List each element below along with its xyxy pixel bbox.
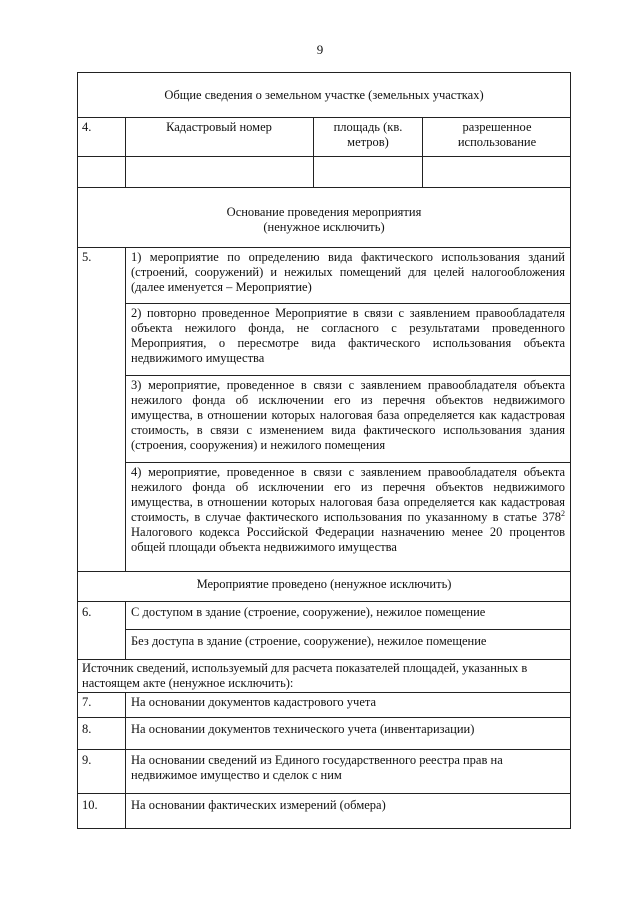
row-divider [77, 117, 571, 118]
without-access-option: Без доступа в здание (строение, сооружение), нежилое помещение [131, 634, 487, 648]
row-divider [77, 692, 571, 693]
column-divider [125, 247, 126, 571]
with-access-option: С доступом в здание (строение, сооружение), нежилое помещение [131, 605, 486, 619]
row-number-4: 4. [82, 120, 92, 134]
basis-section-title: Основание проведения мероприятия (ненужное исключить) [226, 205, 422, 234]
area-header: площадь (кв. метров) [333, 120, 403, 149]
conducted-section-title: Мероприятие проведено (ненужное исключить) [196, 577, 452, 591]
source-registry: На основании сведений из Единого государственного реестра прав на недвижимое имущество и сделок с ним [131, 753, 503, 782]
row-divider [125, 375, 571, 376]
row-divider [77, 156, 571, 157]
row-number-6: 6. [82, 605, 92, 619]
row-divider [77, 601, 571, 602]
row-divider [125, 629, 571, 630]
column-divider [125, 601, 126, 659]
source-measurements: На основании фактических измерений (обмера) [131, 798, 386, 812]
basis-option-1: 1) мероприятие по определению вида фактического использования зданий (строений, сооружений) и нежилых помещений для целей налогообложения (далее именуется – Мероприятие) [131, 250, 565, 294]
row-number-10: 10. [82, 798, 98, 812]
row-divider [125, 303, 571, 304]
row-divider [77, 659, 571, 660]
article-superscript: 2 [561, 508, 565, 518]
row-divider [77, 247, 571, 248]
row-divider [77, 571, 571, 572]
page-number: 9 [316, 42, 324, 57]
cadastral-number-header: Кадастровый номер [166, 120, 272, 134]
permitted-use-header: разрешенное использование [457, 120, 537, 149]
column-divider [422, 117, 423, 187]
basis-option-2: 2) повторно проведенное Мероприятие в связи с заявлением правообладателя объекта нежилого фонда, не согласного с результатами проведенного Мероприятия, о пересмотре вида фактического использования объекта недвижимого имущества [131, 306, 565, 365]
basis-option-4 [131, 465, 565, 555]
row-number-9: 9. [82, 753, 92, 767]
column-divider [125, 692, 126, 829]
row-number-5: 5. [82, 250, 92, 264]
row-divider [77, 717, 571, 718]
source-section-title: Источник сведений, используемый для расчета показателей площадей, указанных в настоящем акте (ненужное исключить): [82, 661, 528, 690]
basis-option-4-part-2: Налогового кодекса Российской Федерации назначению менее 20 процентов общей площади объекта недвижимого имущества [131, 525, 565, 554]
row-number-8: 8. [82, 722, 92, 736]
row-divider [77, 793, 571, 794]
row-divider [77, 749, 571, 750]
source-cadastral-docs: На основании документов кадастрового учета [131, 695, 377, 709]
basis-option-4-part-1: 4) мероприятие, проведенное в связи с заявлением правообладателя объекта нежилого фонда об исключении его из перечня объектов недвижимого имущества, в отношении которых налоговая база определяется как кадастровая стоимость, в случае фактического использования по указанному в статье 378 [131, 465, 565, 524]
column-divider [313, 117, 314, 187]
land-section-title: Общие сведения о земельном участке (земельных участках) [164, 88, 484, 102]
row-divider [77, 187, 571, 188]
source-technical-docs: На основании документов технического учета (инвентаризации) [131, 722, 475, 736]
basis-option-3: 3) мероприятие, проведенное в связи с заявлением правообладателя объекта нежилого фонда об исключении его из перечня объектов недвижимого имущества, в отношении которых налоговая база определяется как кадастровая стоимость, в связи с изменением вида фактического использования здания (строения, сооружения) и нежилого помещения [131, 378, 565, 452]
row-divider [125, 462, 571, 463]
row-number-7: 7. [82, 695, 92, 709]
